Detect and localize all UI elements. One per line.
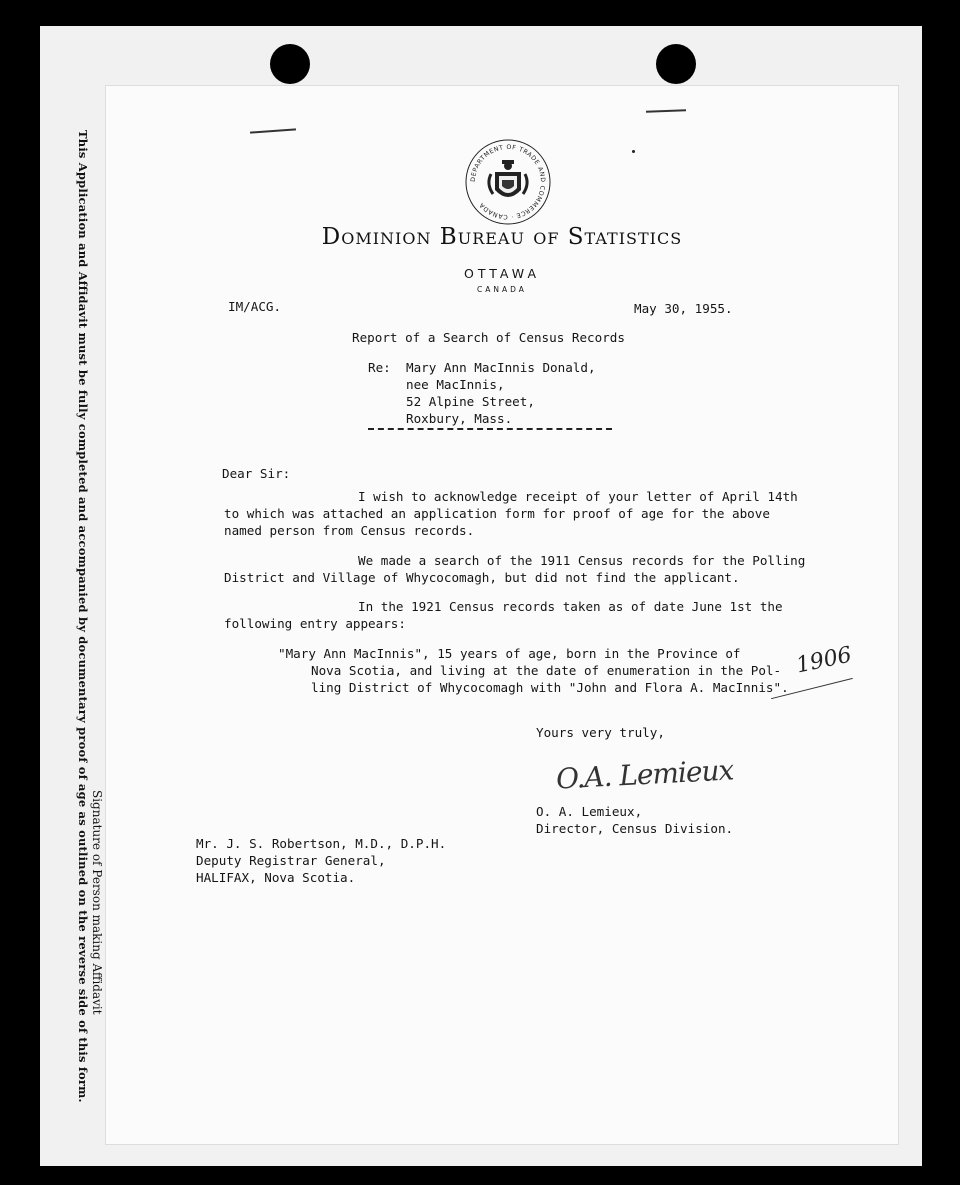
paragraph-line: District and Village of Whycocomagh, but did not find the applicant. bbox=[224, 570, 740, 585]
re-line: Roxbury, Mass. bbox=[406, 411, 513, 426]
reference-code: IM/ACG. bbox=[228, 299, 282, 314]
affidavit-signature-label: Signature of Person making Affidavit bbox=[90, 790, 104, 1015]
signer-name: O. A. Lemieux, bbox=[536, 804, 643, 819]
stray-mark bbox=[250, 128, 296, 133]
census-entry-line: "Mary Ann MacInnis", 15 years of age, born in the Province of bbox=[278, 646, 741, 661]
re-line: nee MacInnis, bbox=[406, 377, 505, 392]
letter-subject: Report of a Search of Census Records bbox=[352, 330, 625, 345]
recipient-line: Mr. J. S. Robertson, M.D., D.P.H. bbox=[196, 836, 447, 851]
salutation: Dear Sir: bbox=[222, 466, 291, 481]
recipient-line: Deputy Registrar General, bbox=[196, 853, 386, 868]
city-name: OTTAWA bbox=[463, 266, 540, 281]
form-instruction-text: This Application and Affidavit must be fully completed and accompanied by documentary proof of age as outlined on the reverse side of this form. bbox=[76, 130, 90, 1103]
signer-title: Director, Census Division. bbox=[536, 821, 734, 836]
re-line: Mary Ann MacInnis Donald, bbox=[406, 360, 596, 375]
letter-date: May 30, 1955. bbox=[634, 301, 733, 316]
census-letter bbox=[106, 86, 898, 1144]
handwritten-signature: O.A. Lemieux bbox=[555, 753, 735, 796]
re-line: 52 Alpine Street, bbox=[406, 394, 535, 409]
punch-hole-right bbox=[656, 44, 696, 84]
census-entry-line: ling District of Whycocomagh with "John and Flora A. MacInnis". bbox=[311, 680, 789, 695]
paragraph-line: to which was attached an application form for proof of age for the above bbox=[224, 506, 770, 521]
paragraph-line: named person from Census records. bbox=[224, 523, 475, 538]
census-entry-line: Nova Scotia, and living at the date of enumeration in the Pol- bbox=[311, 663, 782, 678]
seal-text: DEPARTMENT OF TRADE AND COMMERCE · CANADA bbox=[469, 143, 547, 221]
paragraph-line: We made a search of the 1911 Census records for the Polling bbox=[358, 553, 806, 568]
paragraph-line: following entry appears: bbox=[224, 616, 406, 631]
department-seal-icon bbox=[464, 138, 552, 226]
stray-mark bbox=[646, 109, 686, 112]
punch-hole-left bbox=[270, 44, 310, 84]
stray-mark bbox=[632, 150, 635, 153]
paragraph-line: In the 1921 Census records taken as of date June 1st the bbox=[358, 599, 783, 614]
recipient-line: HALIFAX, Nova Scotia. bbox=[196, 870, 356, 885]
subject-underline bbox=[368, 428, 612, 430]
closing: Yours very truly, bbox=[536, 725, 665, 740]
handwritten-year-annotation: 1906 bbox=[794, 642, 854, 679]
paragraph-line: I wish to acknowledge receipt of your letter of April 14th bbox=[358, 489, 798, 504]
re-label: Re: bbox=[368, 360, 391, 375]
agency-name: Dominion Bureau of Statistics bbox=[321, 224, 683, 250]
country-name: CANADA bbox=[477, 285, 527, 294]
